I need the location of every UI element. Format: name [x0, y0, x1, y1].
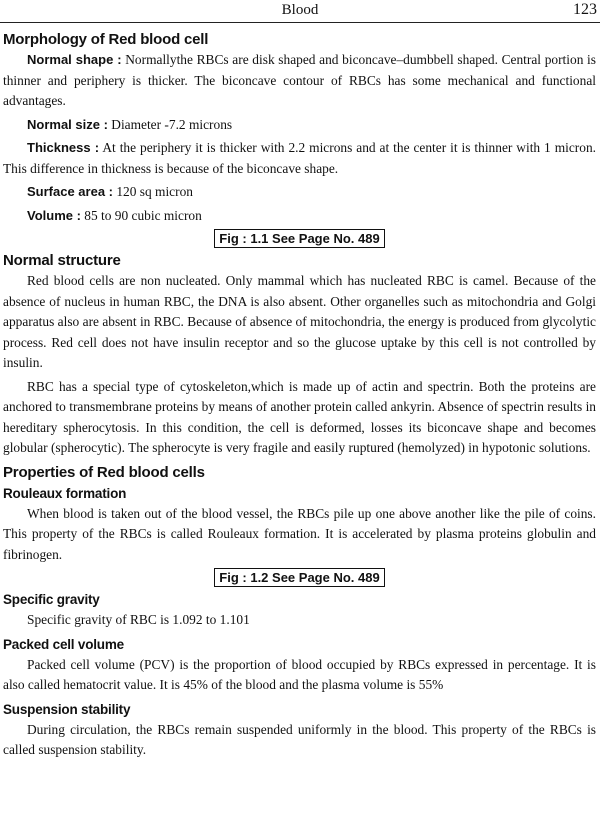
label-normal-size: Normal size : [27, 116, 108, 132]
paragraph-normal-shape [3, 50, 596, 112]
text-normal-shape: Normallythe RBCs are disk shaped and biconcave–dumbbell shaped. Central portion is thinner and periphery is thicker. The biconcave contour of RBCs has some mechanical and functional advantages. [3, 52, 596, 108]
paragraph-normal-size [27, 115, 596, 136]
subheading-suspension-stability: Suspension stability [3, 701, 131, 717]
paragraph-rouleaux: When blood is taken out of the blood vessel, the RBCs pile up one above another like the pile of coins. This property of the RBCs is called Rouleaux formation. It is accelerated by plasma proteins globulin and fibrinogen. [3, 505, 596, 562]
paragraph-volume [27, 206, 596, 227]
figure-reference-row [3, 229, 596, 248]
paragraph-structure-1: Red blood cells are non nucleated. Only mammal which has nucleated RBC is camel. Because of the absence of nucleus in human RBC, the DNA is also absent. Other organelles such as mitochondria and Golgi apparatus also are absent in RBC. Because of absence of mitochondria, the energy is produced from glycolytic process. Red cell does not have insulin receptor and so the glucose uptake by this cell is not controlled by insulin. [3, 273, 596, 370]
paragraph-specific-gravity: Specific gravity of RBC is 1.092 to 1.101 [27, 612, 250, 627]
subheading-specific-gravity: Specific gravity [3, 592, 100, 607]
text-surface-area: 120 sq micron [113, 184, 193, 199]
page-header [0, 0, 600, 23]
label-thickness: Thickness : [27, 140, 100, 155]
section-heading-structure: Normal structure [3, 252, 121, 269]
paragraph-packed-cell-volume: Packed cell volume (PCV) is the proportion of blood occupied by RBCs expressed in percentage. It is also called hematocrit value. It is 45% of the blood and the plasma volume is 55% [3, 656, 596, 692]
page-number: 123 [573, 1, 597, 18]
running-title: Blood [281, 2, 319, 18]
paragraph-suspension-stability: During circulation, the RBCs remain suspended uniformly in the blood. This property of the RBCs is called suspension stability. [3, 721, 596, 757]
paragraph-thickness [3, 138, 596, 179]
text-normal-size: Diameter -7.2 microns [107, 116, 233, 132]
figure-reference-1-1: Fig : 1.1 See Page No. 489 [214, 229, 384, 248]
label-volume: Volume : [27, 207, 81, 223]
page-content [3, 29, 596, 764]
subheading-rouleaux: Rouleaux formation [3, 485, 127, 501]
figure-reference-1-2: Fig : 1.2 See Page No. 489 [214, 568, 384, 587]
text-thickness: At the periphery it is thicker with 2.2 microns and at the center it is thinner with 1 micron. This difference in thickness is because of the biconcave shape. [3, 140, 596, 176]
label-normal-shape: Normal shape : [27, 52, 122, 67]
figure-reference-row [3, 568, 596, 587]
paragraph-structure-2: RBC has a special type of cytoskeleton,which is made up of actin and spectrin. Both the proteins are anchored to transmembrane proteins by means of another protein called ankyrin. Absence of spectrin results in hereditary spherocytosis. In this condition, the cell is deformed, losses its biconcave shape and becomes globular (spherocytic). The spherocyte is very fragile and easily ruptured (hemolyzed) in hypotonic solutions. [3, 378, 596, 455]
paragraph-surface-area [27, 182, 596, 203]
text-volume: 85 to 90 cubic micron [80, 207, 202, 223]
subheading-packed-cell-volume: Packed cell volume [3, 636, 124, 652]
section-heading-properties: Properties of Red blood cells [3, 463, 205, 481]
section-heading-morphology: Morphology of Red blood cell [3, 31, 209, 48]
label-surface-area: Surface area : [27, 184, 113, 199]
